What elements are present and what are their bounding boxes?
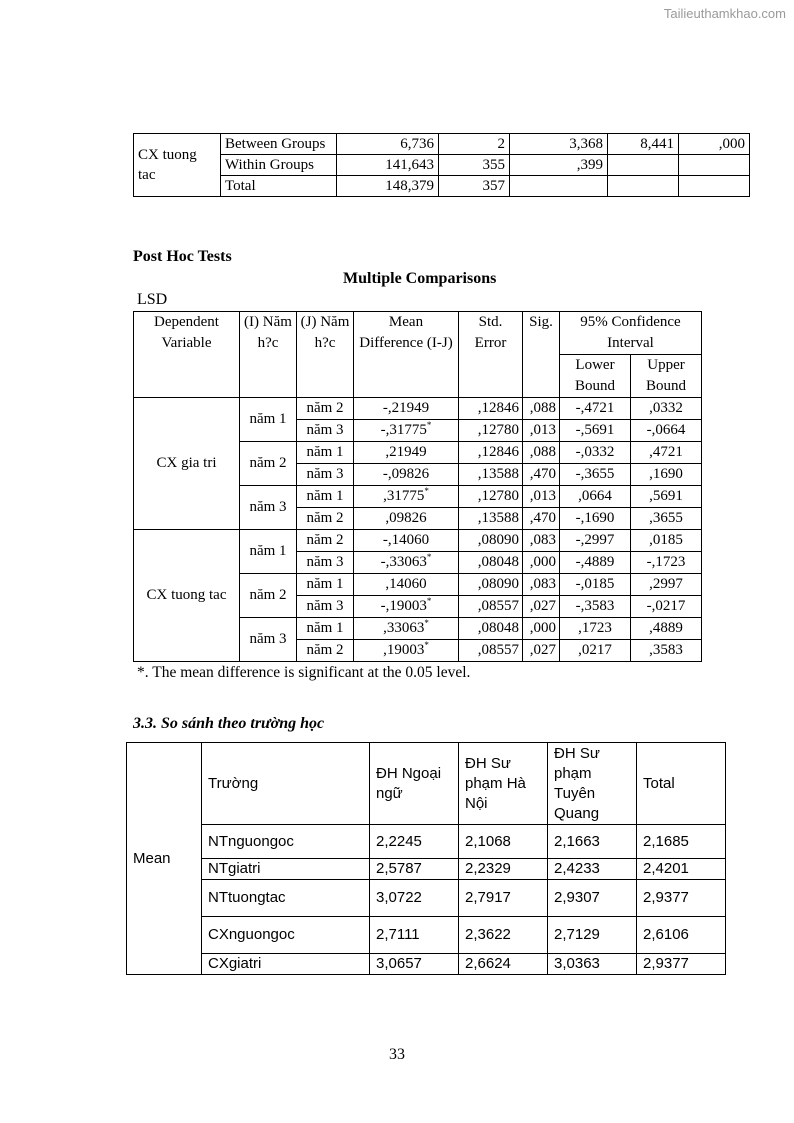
mean-difference [354,486,459,508]
lower-bound [560,574,631,596]
mean-difference [354,420,459,442]
sig-value-text: ,027 [529,642,556,658]
header-mean-difference: Mean Difference (I-J) [354,312,459,398]
anova-ss: 148,379 [337,176,439,197]
upper-bound-text: ,1690 [649,466,683,482]
sig-value-text: ,000 [529,554,556,570]
significance-star: * [424,486,429,496]
school-value: 2,2329 [459,859,548,880]
anova-table [133,133,750,197]
std-error-text: ,08090 [477,576,519,592]
j-year-text: năm 2 [306,532,344,548]
lower-bound-text: -,2997 [575,532,615,548]
header-lower-bound: Lower Bound [560,355,631,398]
header-sig: Sig. [523,312,560,398]
mean-difference-text: -,31775 [380,422,427,438]
std-error [459,442,523,464]
school-value: 3,0722 [370,880,459,917]
lower-bound [560,464,631,486]
anova-row-label: Within Groups [221,155,337,176]
j-year [297,640,354,662]
sig-value [523,618,560,640]
upper-bound-text: ,2997 [649,576,683,592]
j-year-text: năm 2 [306,642,344,658]
sig-value-text: ,013 [529,422,556,438]
lower-bound [560,618,631,640]
i-year: năm 2 [240,442,297,486]
header-j-year: (J) Năm h?c [297,312,354,398]
j-year-text: năm 1 [306,576,344,592]
lower-bound-text: ,0217 [578,642,612,658]
anova-f: 8,441 [608,134,679,155]
school-value: 2,6106 [637,917,726,954]
mean-difference-text: -,33063 [380,554,427,570]
school-row-label: NTnguongoc [202,825,370,859]
std-error [459,618,523,640]
lsd-footnote: *. The mean difference is significant at the 0.05 level. [137,664,471,681]
sig-value [523,640,560,662]
anova-df: 2 [439,134,510,155]
school-value: 2,9307 [548,880,637,917]
j-year-text: năm 2 [306,510,344,526]
school-value: 2,3622 [459,917,548,954]
significance-star: * [424,618,429,628]
i-year: năm 1 [240,398,297,442]
anova-ss: 6,736 [337,134,439,155]
upper-bound [631,508,702,530]
upper-bound [631,420,702,442]
j-year-text: năm 3 [306,554,344,570]
i-year: năm 3 [240,486,297,530]
upper-bound [631,464,702,486]
std-error-text: ,12780 [477,488,519,504]
std-error-text: ,13588 [477,466,519,482]
mean-difference-text: ,33063 [383,620,425,636]
multiple-comparisons-title: Multiple Comparisons [343,270,497,287]
lower-bound [560,552,631,574]
lower-bound [560,596,631,618]
school-row-label: CXnguongoc [202,917,370,954]
j-year [297,508,354,530]
lsd-row [134,530,702,552]
lower-bound-text: -,5691 [575,422,615,438]
mean-difference [354,596,459,618]
anova-f [608,155,679,176]
std-error-text: ,08557 [477,598,519,614]
school-value: 2,4201 [637,859,726,880]
school-row-label: NTgiatri [202,859,370,880]
j-year [297,552,354,574]
sig-value [523,552,560,574]
anova-f [608,176,679,197]
school-value: 2,9377 [637,954,726,975]
upper-bound-text: ,3655 [649,510,683,526]
section-title: 3.3. So sánh theo trường học [133,715,325,732]
lsd-table [133,311,702,662]
std-error-text: ,08090 [477,532,519,548]
upper-bound [631,618,702,640]
lower-bound [560,486,631,508]
upper-bound [631,442,702,464]
school-header: Total [637,743,726,825]
std-error [459,574,523,596]
j-year [297,596,354,618]
upper-bound [631,486,702,508]
mean-difference-text: -,14060 [382,532,430,548]
mean-difference-text: ,21949 [385,444,427,460]
lower-bound-text: -,3583 [575,598,615,614]
sig-value-text: ,083 [529,576,556,592]
school-value: 3,0657 [370,954,459,975]
j-year [297,530,354,552]
anova-sig: ,000 [679,134,750,155]
header-confidence-interval: 95% Confidence Interval [560,312,702,355]
school-value: 3,0363 [548,954,637,975]
mean-difference-text: ,14060 [385,576,427,592]
lower-bound [560,508,631,530]
sig-value-text: ,000 [529,620,556,636]
anova-row-label: Between Groups [221,134,337,155]
j-year-text: năm 3 [306,422,344,438]
significance-star: * [426,596,432,606]
sig-value [523,420,560,442]
school-header: ĐH Sư phạm Hà Nội [459,743,548,825]
j-year-text: năm 3 [306,466,344,482]
lower-bound [560,398,631,420]
j-year [297,398,354,420]
j-year [297,486,354,508]
mean-difference-text: ,09826 [385,510,427,526]
std-error-text: ,12846 [477,400,519,416]
school-value: 2,1663 [548,825,637,859]
lower-bound [560,442,631,464]
std-error [459,464,523,486]
header-i-year: (I) Năm h?c [240,312,297,398]
school-row-label: CXgiatri [202,954,370,975]
anova-group-label: CX tuong tac [134,134,221,197]
school-value: 2,9377 [637,880,726,917]
j-year-text: năm 1 [306,620,344,636]
upper-bound-text: ,0185 [649,532,683,548]
sig-value-text: ,088 [529,444,556,460]
school-value: 2,1685 [637,825,726,859]
j-year-text: năm 2 [306,400,344,416]
school-value: 2,7917 [459,880,548,917]
i-year: năm 2 [240,574,297,618]
lower-bound-text: ,0664 [578,488,612,504]
j-year-text: năm 3 [306,598,344,614]
mean-difference [354,530,459,552]
sig-value-text: ,088 [529,400,556,416]
anova-row-label: Total [221,176,337,197]
lower-bound-text: -,0185 [575,576,615,592]
mean-difference [354,640,459,662]
sig-value-text: ,083 [529,532,556,548]
upper-bound-text: -,0217 [646,598,686,614]
anova-ms: ,399 [510,155,608,176]
sig-value [523,486,560,508]
upper-bound-text: ,3583 [649,642,683,658]
watermark: Tailieuthamkhao.com [663,6,786,21]
upper-bound-text: ,4889 [649,620,683,636]
sig-value [523,596,560,618]
lower-bound-text: -,0332 [575,444,615,460]
significance-star: * [424,640,429,650]
school-table [126,742,726,975]
upper-bound-text: -,0664 [646,422,686,438]
sig-value-text: ,470 [529,510,556,526]
lower-bound-text: -,4889 [575,554,615,570]
upper-bound [631,552,702,574]
sig-value-text: ,027 [529,598,556,614]
std-error-text: ,08557 [477,642,519,658]
std-error [459,596,523,618]
upper-bound-text: ,0332 [649,400,683,416]
mean-difference [354,574,459,596]
sig-value [523,442,560,464]
std-error-text: ,08048 [477,554,519,570]
upper-bound [631,530,702,552]
mean-difference [354,464,459,486]
mean-difference-text: ,31775 [383,488,425,504]
school-value: 2,1068 [459,825,548,859]
lower-bound [560,530,631,552]
page-number: 33 [389,1046,405,1063]
lower-bound-text: -,1690 [575,510,615,526]
school-value: 2,7111 [370,917,459,954]
mean-difference-text: ,19003 [383,642,425,658]
anova-df: 357 [439,176,510,197]
std-error-text: ,12846 [477,444,519,460]
std-error-text: ,12780 [477,422,519,438]
upper-bound [631,574,702,596]
post-hoc-heading: Post Hoc Tests [133,248,232,265]
sig-value-text: ,013 [529,488,556,504]
mean-difference-text: -,21949 [382,400,430,416]
mean-difference [354,442,459,464]
school-header: ĐH Sư phạm Tuyên Quang [548,743,637,825]
header-dependent-variable: Dependent Variable [134,312,240,398]
i-year: năm 3 [240,618,297,662]
significance-star: * [426,552,432,562]
lsd-body [134,398,702,662]
mean-difference [354,552,459,574]
sig-value-text: ,470 [529,466,556,482]
header-std-error: Std. Error [459,312,523,398]
j-year [297,574,354,596]
anova-ss: 141,643 [337,155,439,176]
upper-bound-text: -,1723 [646,554,686,570]
upper-bound [631,640,702,662]
school-header: Trường [202,743,370,825]
significance-star: * [426,420,432,430]
j-year-text: năm 1 [306,488,344,504]
school-value: 2,7129 [548,917,637,954]
std-error [459,530,523,552]
upper-bound-text: ,5691 [649,488,683,504]
j-year [297,442,354,464]
std-error-text: ,13588 [477,510,519,526]
sig-value [523,398,560,420]
sig-value [523,574,560,596]
anova-df: 355 [439,155,510,176]
anova-ms [510,176,608,197]
anova-ms: 3,368 [510,134,608,155]
std-error [459,552,523,574]
dependent-variable: CX gia tri [134,398,240,530]
std-error [459,640,523,662]
sig-value [523,508,560,530]
header-upper-bound: Upper Bound [631,355,702,398]
j-year [297,464,354,486]
j-year-text: năm 1 [306,444,344,460]
school-value: 2,4233 [548,859,637,880]
j-year [297,420,354,442]
lower-bound-text: ,1723 [578,620,612,636]
mean-difference [354,398,459,420]
anova-sig [679,176,750,197]
school-value: 2,6624 [459,954,548,975]
i-year: năm 1 [240,530,297,574]
lower-bound-text: -,3655 [575,466,615,482]
school-value: 2,5787 [370,859,459,880]
std-error [459,486,523,508]
school-header: ĐH Ngoại ngữ [370,743,459,825]
std-error [459,508,523,530]
school-value: 2,2245 [370,825,459,859]
lower-bound [560,420,631,442]
upper-bound [631,596,702,618]
lower-bound [560,640,631,662]
mean-difference-text: -,19003 [380,598,427,614]
lsd-row [134,398,702,420]
lsd-label: LSD [137,291,168,308]
sig-value [523,530,560,552]
mean-difference [354,618,459,640]
upper-bound [631,398,702,420]
j-year [297,618,354,640]
dependent-variable: CX tuong tac [134,530,240,662]
school-row-label: NTtuongtac [202,880,370,917]
std-error-text: ,08048 [477,620,519,636]
lower-bound-text: -,4721 [575,400,615,416]
anova-sig [679,155,750,176]
sig-value [523,464,560,486]
mean-difference [354,508,459,530]
std-error [459,420,523,442]
upper-bound-text: ,4721 [649,444,683,460]
mean-difference-text: -,09826 [382,466,430,482]
std-error [459,398,523,420]
mean-label: Mean [127,743,202,975]
